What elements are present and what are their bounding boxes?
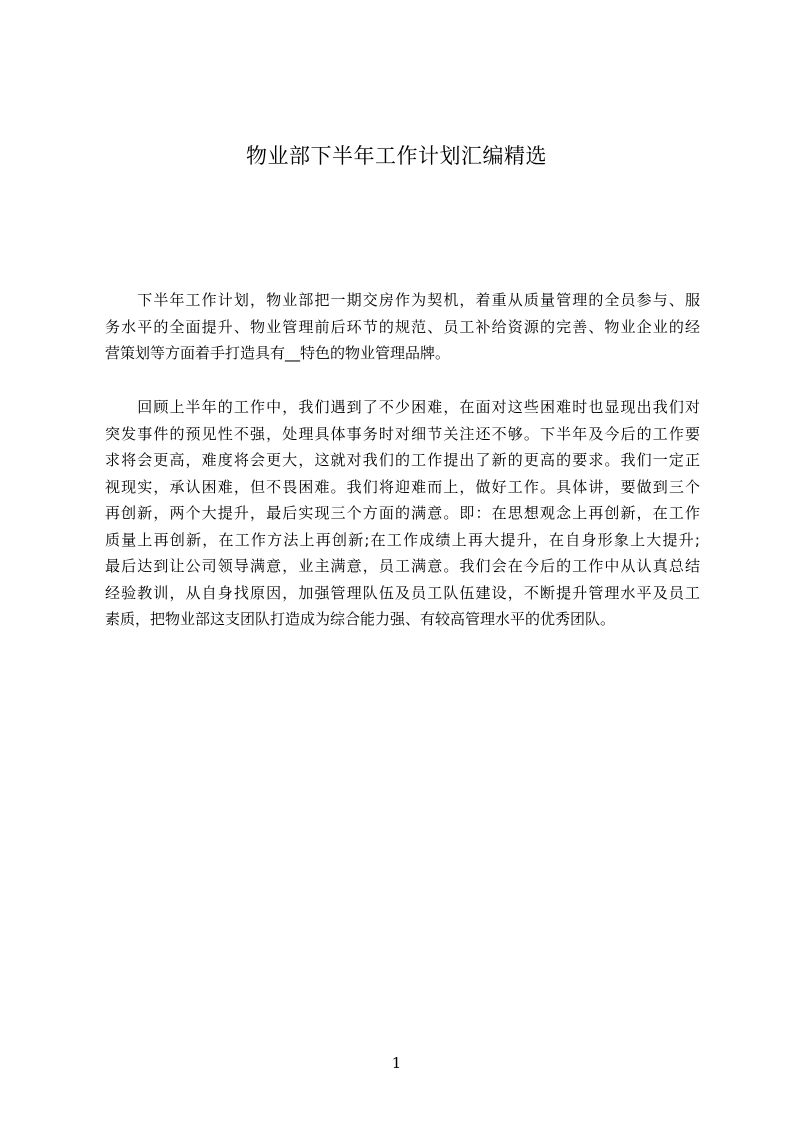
paragraph-line: 素质，把物业部这支团队打造成为综合能力强、有较高管理水平的优秀团队。 <box>105 610 616 628</box>
page-number: 1 <box>391 1054 402 1072</box>
paragraph-line: 视现实，承认困难，但不畏困难。我们将迎难而上，做好工作。具体讲，要做到三个 <box>105 477 700 496</box>
paragraph-line: 务水平的全面提升、物业管理前后环节的规范、员工补给资源的完善、物业企业的经 <box>105 317 700 336</box>
paragraph-line: 求将会更高，难度将会更大，这就对我们的工作提出了新的更高的要求。我们一定正 <box>105 451 700 469</box>
paragraph-line: 最后达到让公司领导满意，业主满意，员工满意。我们会在今后的工作中从认真总结 <box>105 557 700 575</box>
paragraph-line: 经验教训，从自身找原因，加强管理队伍及员工队伍建设，不断提升管理水平及员工 <box>105 583 700 602</box>
paragraph-line: 再创新，两个大提升，最后实现三个方面的满意。即：在思想观念上再创新，在工作 <box>105 504 700 522</box>
paragraph-line: 营策划等方面着手打造具有__特色的物业管理品牌。 <box>105 344 451 362</box>
paragraph-line: 回顾上半年的工作中，我们遇到了不少困难，在面对这些困难时也显现出我们对 <box>105 398 700 416</box>
paragraph-1 <box>105 287 700 367</box>
paragraph-line: 质量上再创新，在工作方法上再创新;在工作成绩上再大提升，在自身形象上大提升; <box>105 530 700 549</box>
document-title: 物业部下半年工作计划汇编精选 <box>246 144 547 168</box>
paragraph-2 <box>105 394 700 633</box>
paragraph-line: 下半年工作计划，物业部把一期交房作为契机，着重从质量管理的全员参与、服 <box>105 291 700 309</box>
paragraph-line: 突发事件的预见性不强，处理具体事务时对细节关注还不够。下半年及今后的工作要 <box>105 424 700 443</box>
